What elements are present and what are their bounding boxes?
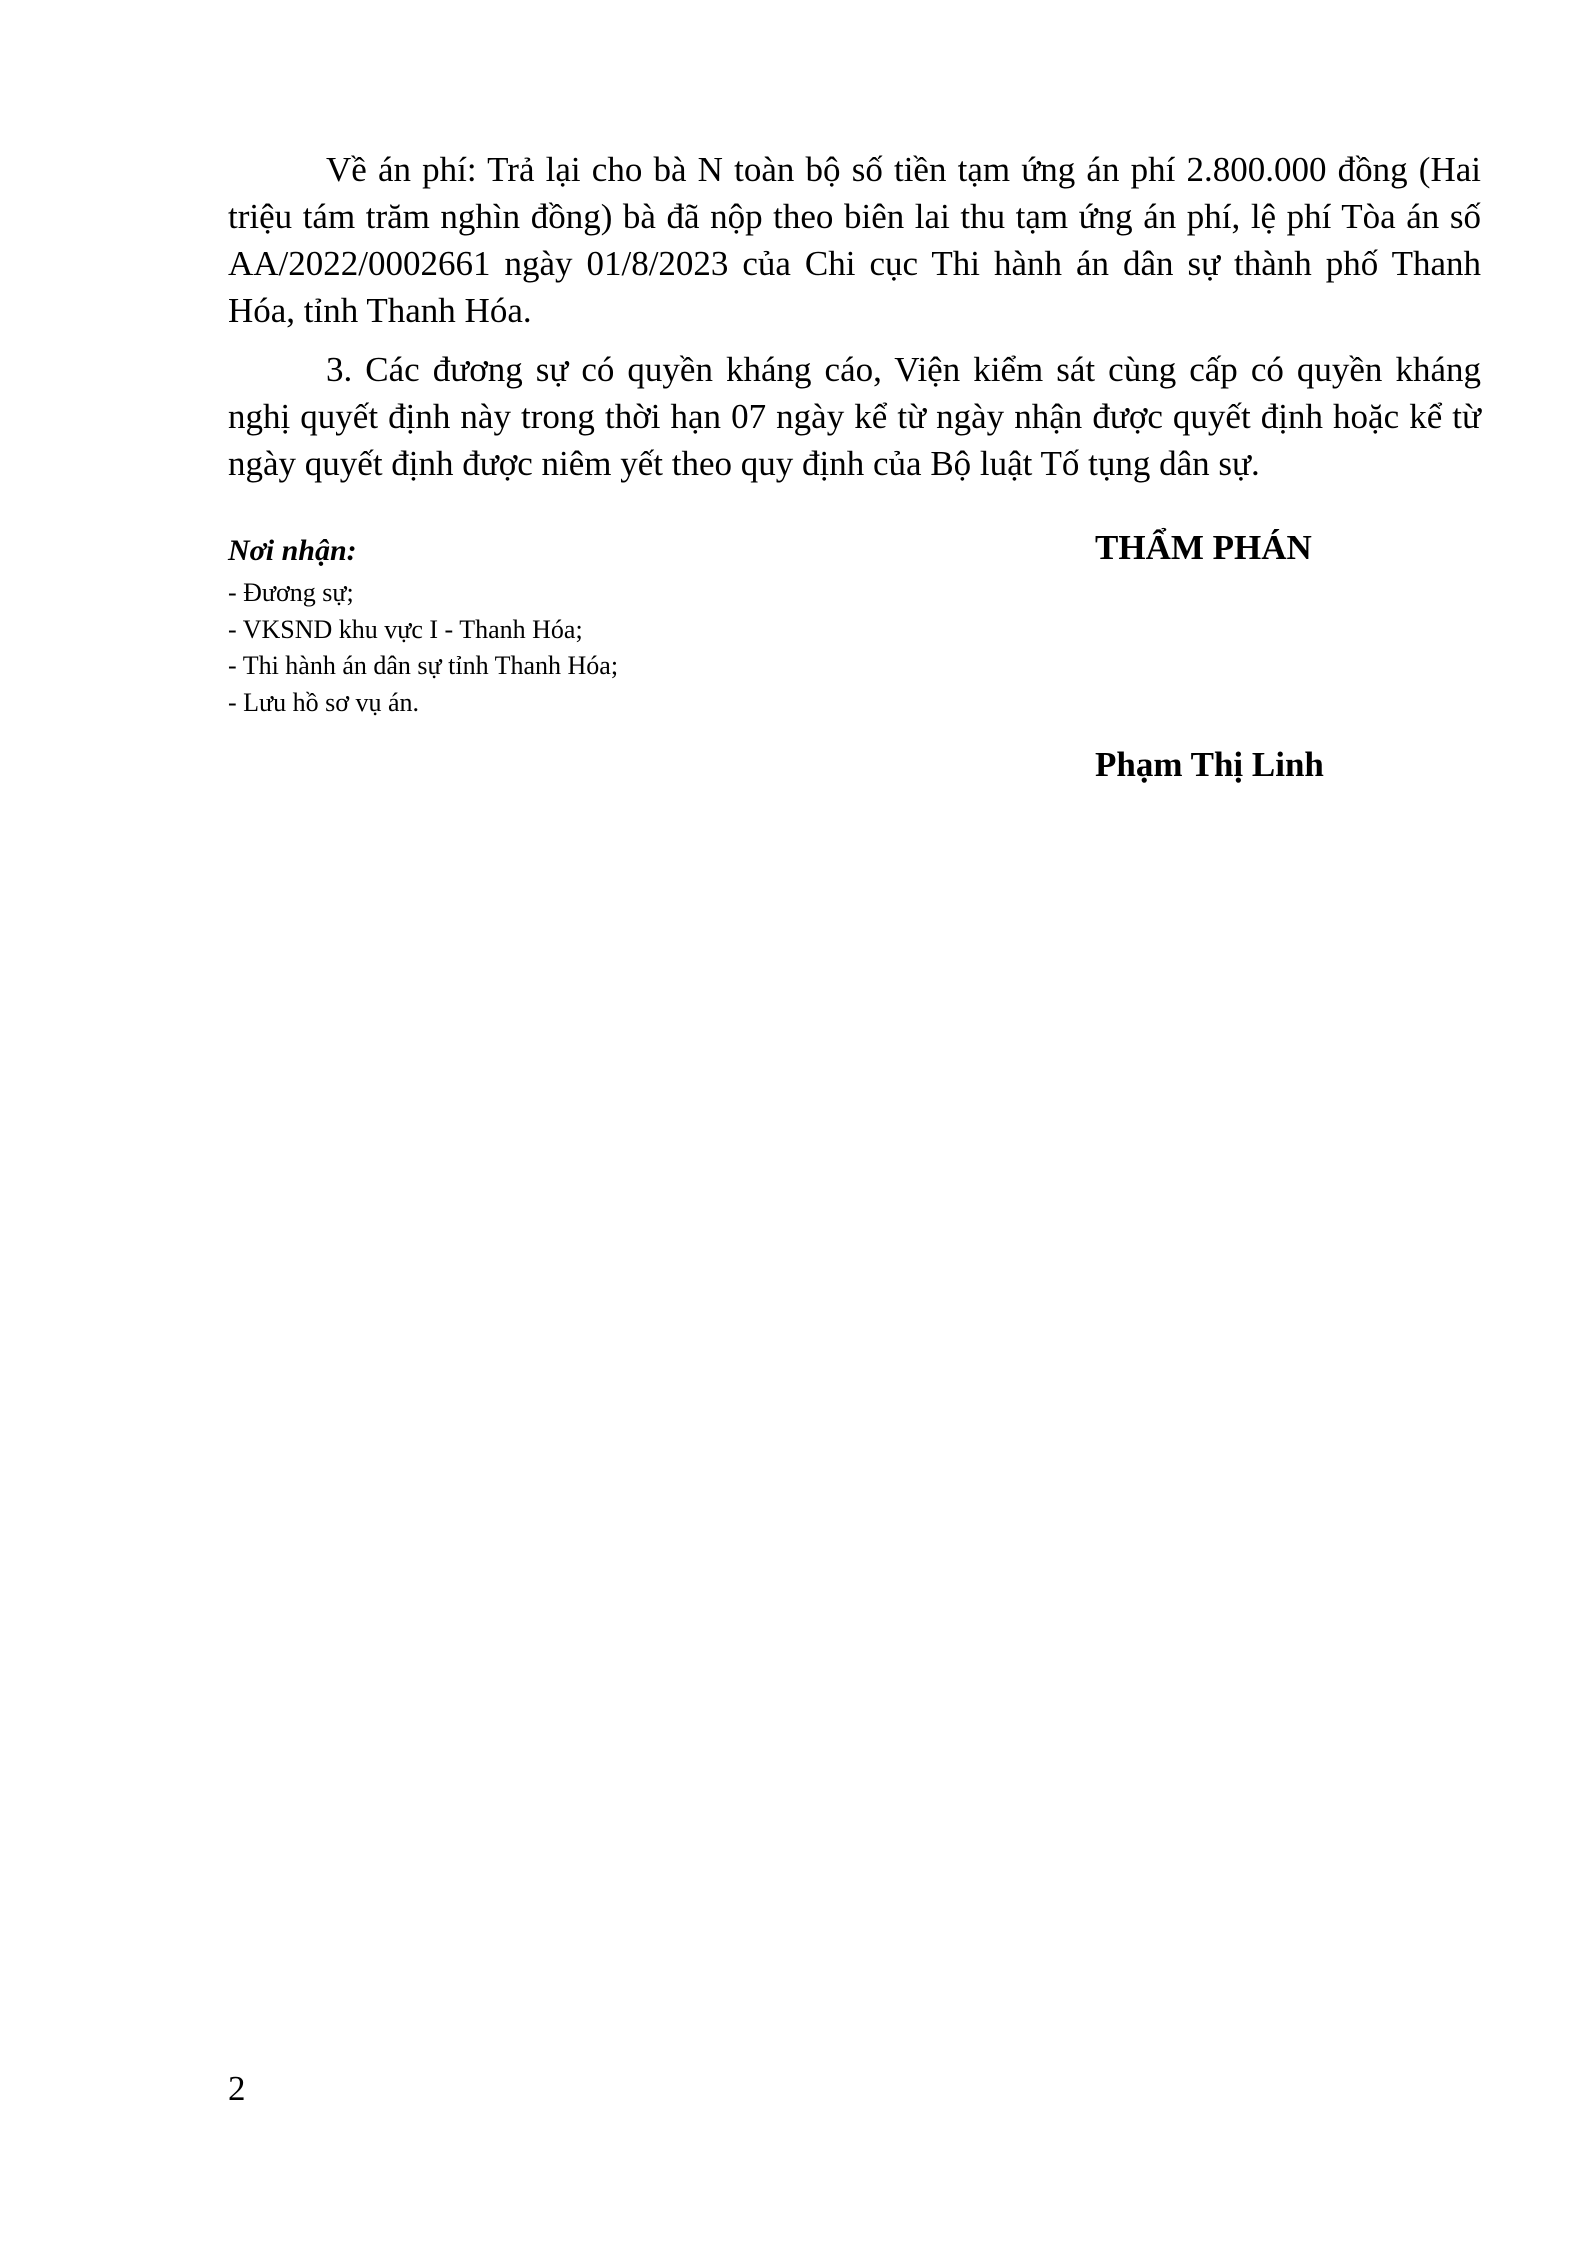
recipient-item: - Thi hành án dân sự tỉnh Thanh Hóa; [228,651,619,680]
recipient-item: - Đương sự; [228,578,354,607]
signer-name: Phạm Thị Linh [1095,745,1324,784]
recipient-item: - Lưu hồ sơ vụ án. [228,687,420,717]
recipients-title: Nơi nhận: [228,534,357,567]
document-body [228,146,1481,499]
recipients-block [228,533,928,721]
court-fee-paragraph: Về án phí: Trả lại cho bà N toàn bộ số tiền tạm ứng án phí 2.800.000 đồng (Hai triệu tám trăm nghìn đồng) bà đã nộp theo biên lai thu tạm ứng án phí, lệ phí Tòa án số AA/2022/0002661 ngày 01/8/2023 của Chi cục Thi hành án dân sự thành phố Thanh Hóa, tỉnh Thanh Hóa. [228,150,1481,330]
recipients-list [228,575,928,721]
signer-title: THẨM PHÁN [1095,528,1312,567]
page-number: 2 [228,2069,246,2108]
recipient-item: - VKSND khu vực I - Thanh Hóa; [228,614,583,644]
appeal-rights-paragraph: 3. Các đương sự có quyền kháng cáo, Viện kiểm sát cùng cấp có quyền kháng nghị quyết định này trong thời hạn 07 ngày kể từ ngày nhận được quyết định hoặc kể từ ngày quyết định được niêm yết theo quy định của Bộ luật Tố tụng dân sự. [228,350,1481,483]
